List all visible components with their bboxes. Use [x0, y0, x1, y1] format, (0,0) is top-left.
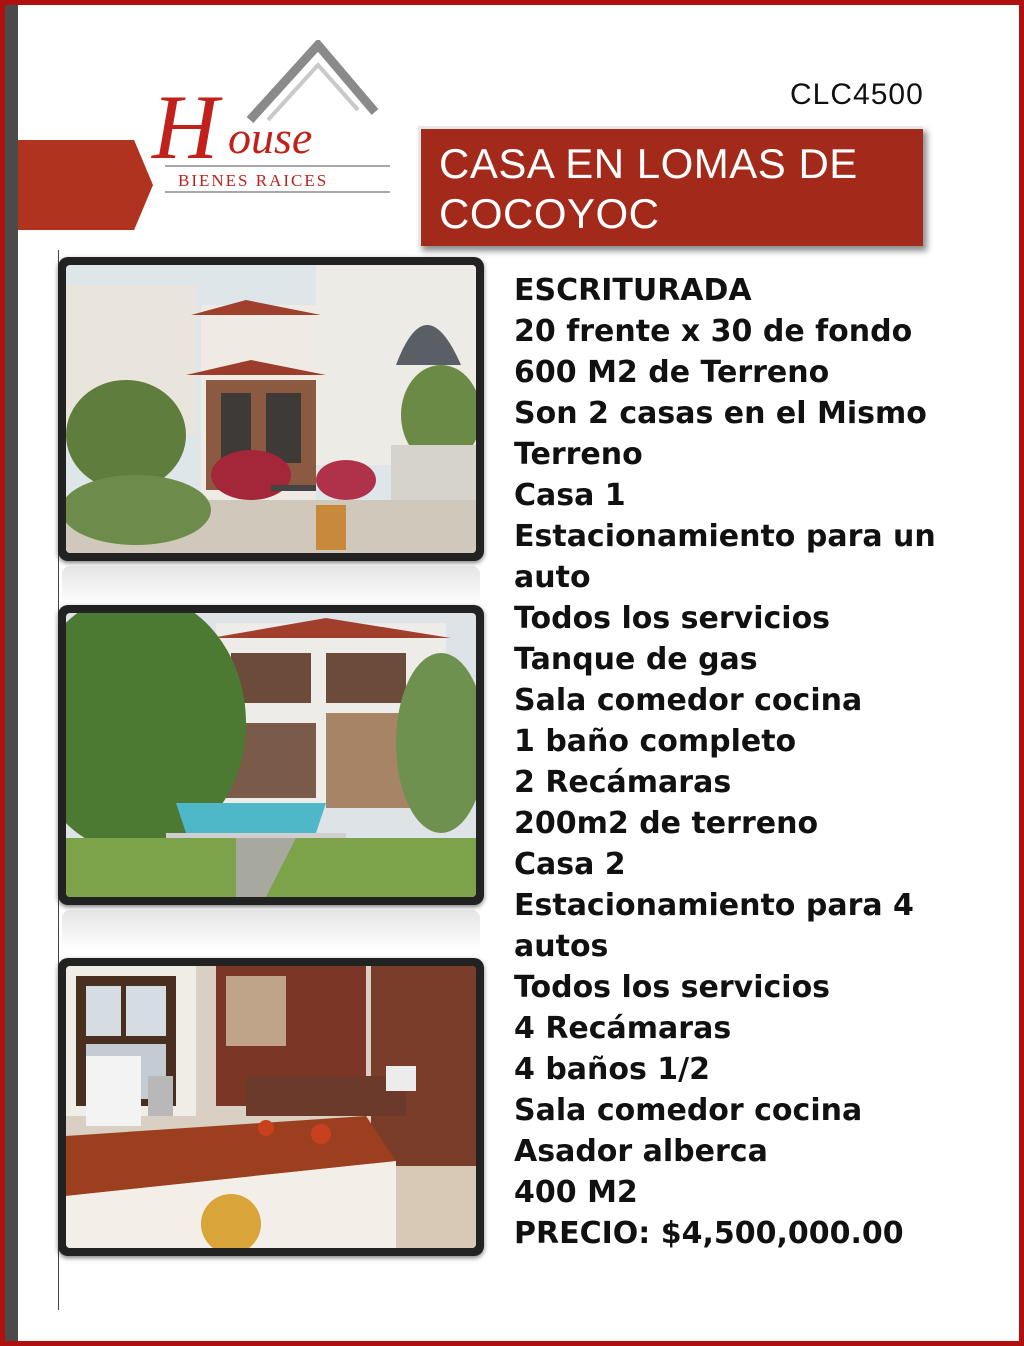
photo-facade-reflection: [62, 566, 480, 606]
detail-line: 4 baños 1/2: [514, 1052, 711, 1087]
detail-line: 20 frente x 30 de fondo: [514, 314, 913, 349]
detail-line: ESCRITURADA: [514, 273, 752, 308]
left-accent-bar: [5, 5, 18, 1341]
detail-line: Casa 1: [514, 478, 626, 513]
detail-line: 1 baño completo: [514, 724, 797, 759]
property-details: [514, 270, 1004, 1250]
detail-line: Sala comedor cocina: [514, 683, 863, 718]
photo-pool-reflection: [62, 910, 480, 950]
svg-text:ouse: ouse: [228, 112, 313, 163]
detail-line: Tanque de gas: [514, 642, 758, 677]
arrow-tab-decoration: [18, 140, 153, 230]
house-logo: [150, 40, 400, 200]
detail-line: 200m2 de terreno: [514, 806, 819, 841]
listing-title: CASA EN LOMAS DE COCOYOC: [439, 140, 858, 237]
photo-kitchen: [58, 958, 484, 1256]
detail-line: Casa 2: [514, 847, 626, 882]
listing-code: CLC4500: [790, 78, 924, 111]
detail-line: 2 Recámaras: [514, 765, 732, 800]
detail-line: Asador alberca: [514, 1134, 768, 1169]
detail-line: Todos los servicios: [514, 601, 831, 636]
detail-line: Estacionamiento para un auto: [514, 519, 936, 595]
photo-facade: [58, 257, 484, 561]
detail-line: Estacionamiento para 4 autos: [514, 888, 914, 964]
detail-line: Todos los servicios: [514, 970, 831, 1005]
detail-line: 4 Recámaras: [514, 1011, 732, 1046]
title-banner: [418, 126, 923, 246]
detail-line: 600 M2 de Terreno: [514, 355, 830, 390]
detail-line: 400 M2: [514, 1175, 638, 1210]
detail-line: Son 2 casas en el Mismo Terreno: [514, 396, 927, 472]
price: PRECIO: $4,500,000.00: [514, 1216, 904, 1251]
svg-text:H: H: [152, 76, 219, 178]
logo-subtitle: BIENES RAICES: [178, 171, 329, 190]
detail-line: Sala comedor cocina: [514, 1093, 863, 1128]
photo-pool: [58, 605, 484, 905]
